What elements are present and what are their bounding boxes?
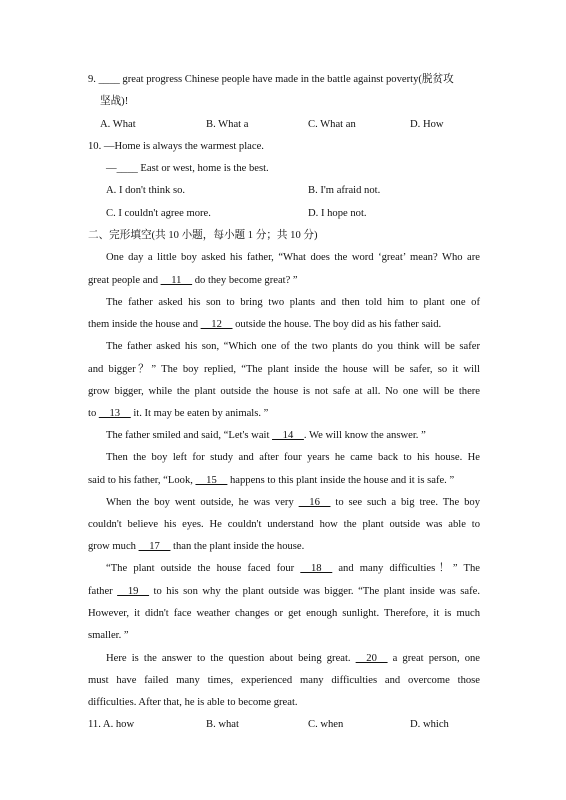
q11-option-b: B. what (206, 719, 239, 730)
passage-line: couldn't believe his eyes. He couldn't understand how the plant outside was able to (88, 519, 480, 530)
passage-line: grow bigger, while the plant outside the house is not safe at all. No one will be there (88, 386, 480, 397)
q10-option-d: D. I hope not. (308, 208, 367, 219)
passage-line: Here is the answer to the question about being great. __20__ a great person, one (106, 653, 480, 664)
passage-line: Then the boy left for study and after four years he came back to his house. He (106, 452, 480, 463)
q9-option-d: D. How (410, 119, 444, 130)
passage-line: The father smiled and said, “Let's wait __14__. We will know the answer. ” (106, 430, 426, 441)
blank-16: __16__ (298, 497, 331, 508)
passage-line: “The plant outside the house faced four __18__ and many difficulties！” The (106, 563, 481, 574)
passage-line: must have failed many times, experienced many difficulties and overcome those (88, 675, 480, 686)
passage-line: smaller. ” (88, 630, 129, 641)
q10-option-c: C. I couldn't agree more. (106, 208, 211, 219)
passage-line: grow much __17__ than the plant inside the house. (88, 541, 305, 552)
blank-17: __17__ (138, 541, 171, 552)
passage-line: One day a little boy asked his father, “What does the word ‘great’ mean? Who are (106, 252, 480, 263)
q9-option-b: B. What a (206, 119, 249, 130)
passage-line: father __19__ to his son why the plant outside was bigger. “The plant inside was safe. (88, 586, 480, 597)
passage-line: The father asked his son, “Which one of the two plants do you think will be safer (106, 341, 480, 352)
q9-option-a: A. What (100, 119, 136, 130)
blank-12: __12__ (200, 319, 233, 330)
q9-option-c: C. What an (308, 119, 356, 130)
blank-15: __15__ (195, 475, 228, 486)
passage-line: The father asked his son to bring two plants and then told him to plant one of (106, 297, 480, 308)
q10-option-a: A. I don't think so. (106, 185, 186, 196)
q11-option-c: C. when (308, 719, 344, 730)
q10-stem-line1: 10. —Home is always the warmest place. (88, 141, 264, 152)
blank-20: __20__ (355, 653, 388, 664)
q10-stem-line2: —____ East or west, home is the best. (106, 163, 269, 174)
passage-line: great people and __11__ do they become great? ” (88, 275, 298, 286)
passage-line: When the boy went outside, he was very __16__ to see such a big tree. The boy (106, 497, 480, 508)
passage-line: However, it didn't face weather changes or get enough sunlight. Therefore, it is much (88, 608, 480, 619)
blank-19: __19__ (117, 586, 149, 597)
blank-14: __14__ (272, 430, 304, 441)
passage-line: to __13__ it. It may be eaten by animals. ” (88, 408, 269, 419)
q10-option-b: B. I'm afraid not. (308, 185, 381, 196)
section-heading: 二、完形填空(共 10 小题，每小题 1 分；共 10 分) (88, 230, 318, 241)
passage-line: them inside the house and __12__ outside the house. The boy did as his father said. (88, 319, 442, 330)
q9-stem-line2: 坚战)! (100, 96, 129, 107)
passage-line: difficulties. After that, he is able to become great. (88, 697, 298, 708)
blank-18: __18__ (300, 563, 333, 574)
q9-stem-line1: 9. ____ great progress Chinese people have made in the battle against poverty(脱贫攻 (88, 74, 454, 85)
q11-option-a: 11. A. how (88, 719, 135, 730)
blank-13: __13__ (98, 408, 131, 419)
passage-line: and bigger？” The boy replied, “The plant inside the house will be safer, so it will (88, 364, 480, 375)
blank-11: __11__ (160, 275, 193, 286)
q11-option-d: D. which (410, 719, 449, 730)
passage-line: said to his father, “Look, __15__ happens to this plant inside the house and it is safe. ” (88, 475, 455, 486)
